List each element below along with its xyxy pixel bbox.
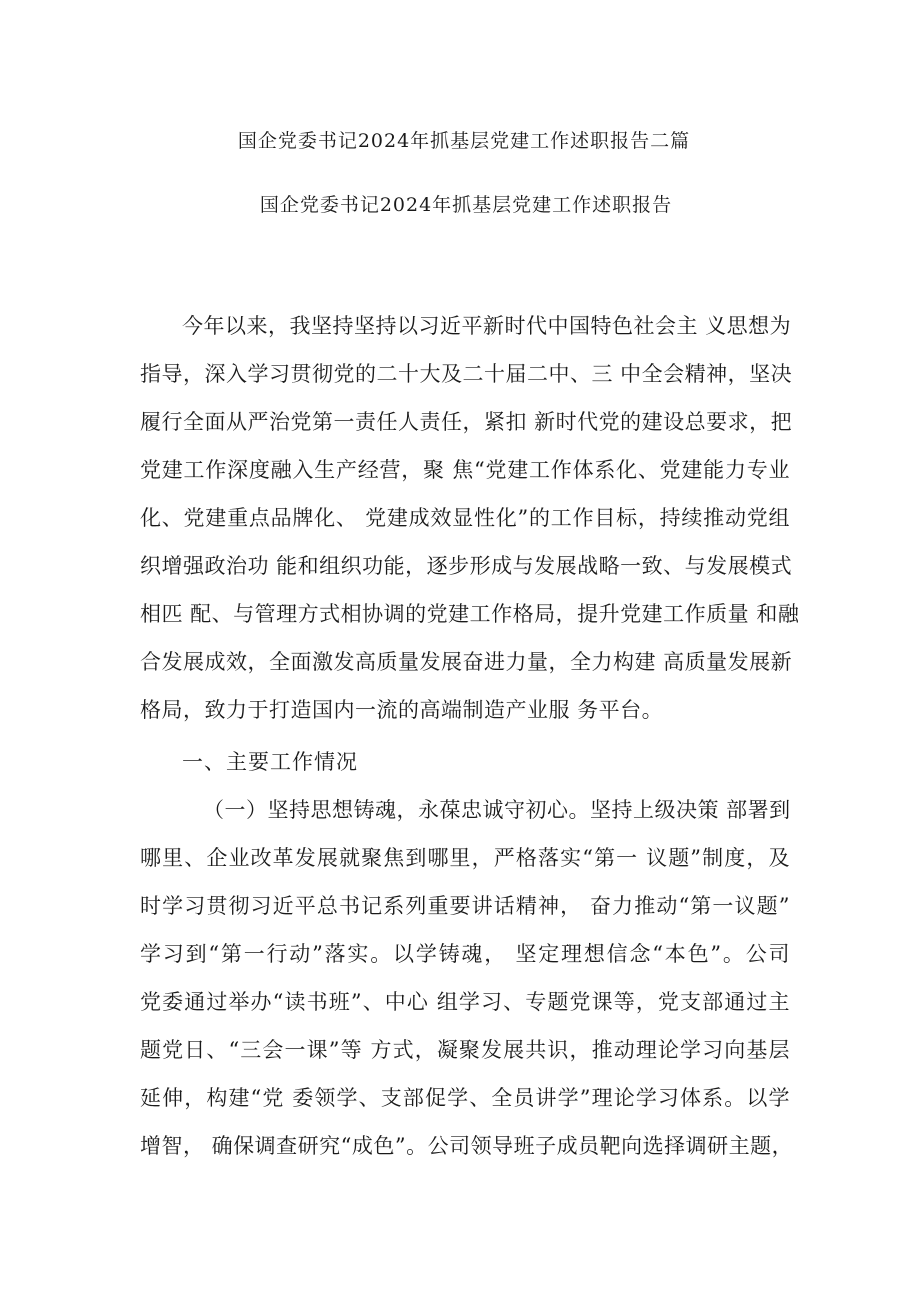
paragraph-line: 履行全面从严治党第一责任人责任，紧扣 新时代党的建设总要求，把 <box>140 410 793 434</box>
paragraph-line: 织增强政治功 能和组织功能，逐步形成与发展战略一致、与发展模式 <box>140 554 793 578</box>
paragraph-line: 哪里、企业改革发展就聚焦到哪里，严格落实“第一 议题”制度，及 <box>140 846 790 870</box>
paragraph-line: 指导，深入学习贯彻党的二十大及二十届二中、三 中全会精神，坚决 <box>140 362 793 386</box>
paragraph-line: 增智， 确保调查研究“成色”。公司领导班子成员靶向选择调研主题， <box>140 1134 794 1158</box>
paragraph-line: 今年以来，我坚持坚持以习近平新时代中国特色社会主 义思想为 <box>182 314 792 338</box>
paragraph-line: 相匹 配、与管理方式相协调的党建工作格局，提升党建工作质量 和融 <box>140 602 800 626</box>
paragraph-line: 时学习贯彻习近平总书记系列重要讲话精神， 奋力推动“第一议题” <box>140 894 790 918</box>
paragraph-line: 党建工作深度融入生产经营，聚 焦“党建工作体系化、党建能力专业 <box>140 458 790 482</box>
paragraph-line: （一）坚持思想铸魂，永葆忠诚守初心。坚持上级决策 部署到 <box>203 798 791 822</box>
section-heading: 一、主要工作情况 <box>182 750 358 774</box>
document-title: 国企党委书记2024年抓基层党建工作述职报告二篇 <box>237 130 691 152</box>
paragraph-line: 合发展成效，全面激发高质量发展奋进力量，全力构建 高质量发展新 <box>140 650 793 674</box>
paragraph-line: 化、党建重点品牌化、 党建成效显性化”的工作目标，持续推动党组 <box>140 506 790 530</box>
report-title: 国企党委书记2024年抓基层党建工作述职报告 <box>259 194 673 216</box>
paragraph-line: 题党日、“三会一课”等 方式，凝聚发展共识，推动理论学习向基层 <box>140 1038 790 1062</box>
paragraph-line: 党委通过举办“读书班”、中心 组学习、专题党课等，党支部通过主 <box>140 990 790 1014</box>
paragraph-line: 延伸，构建“党 委领学、支部促学、全员讲学”理论学习体系。以学 <box>140 1086 790 1110</box>
paragraph-line: 格局，致力于打造国内一流的高端制造产业服 务平台。 <box>140 698 664 722</box>
paragraph-line: 学习到“第一行动”落实。以学铸魂， 坚定理想信念“本色”。公司 <box>140 942 790 966</box>
